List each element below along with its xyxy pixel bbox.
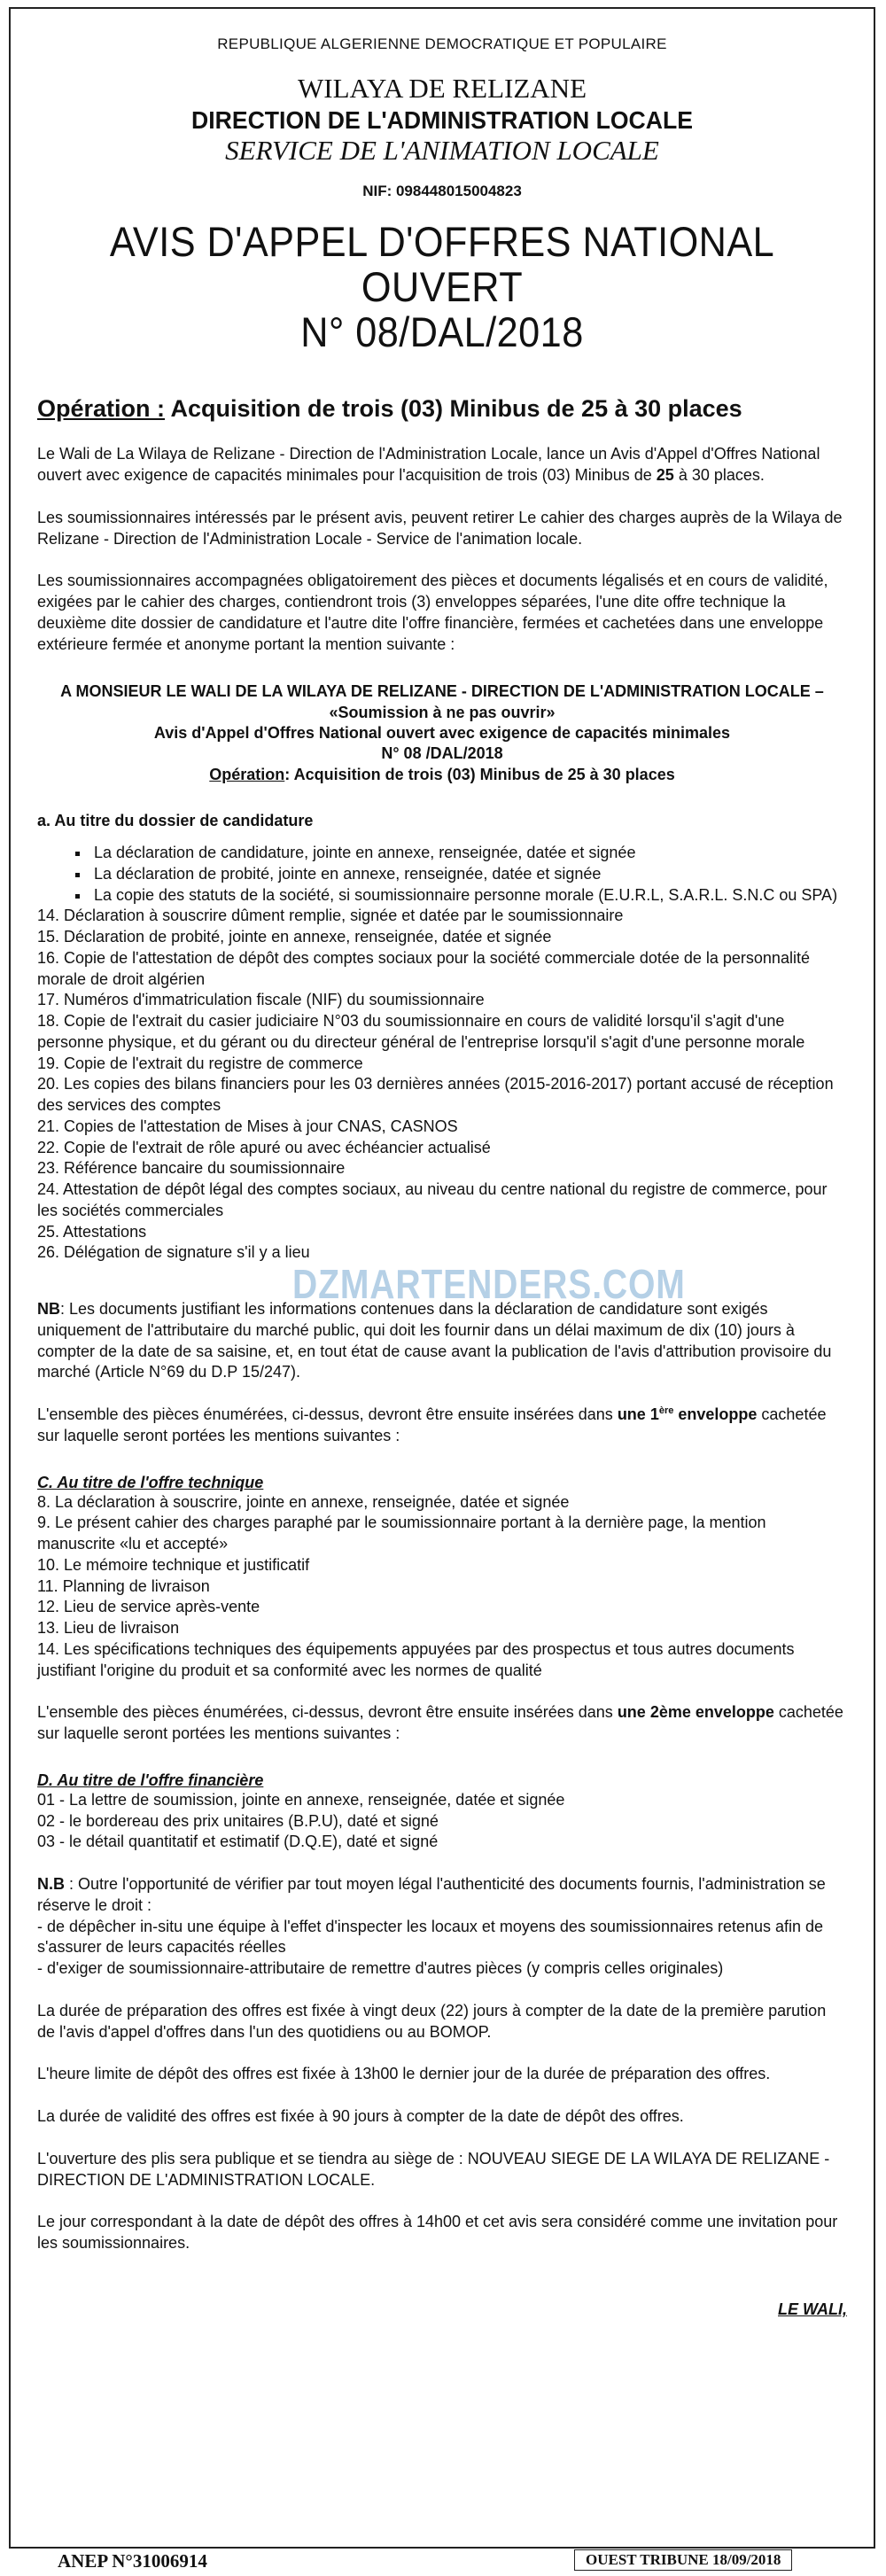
nb2-text: : Outre l'opportunité de vérifier par tout moyen légal l'authenticité des documents fournis, l'administration se réserve le droit : — [37, 1875, 826, 1914]
list-item: ▪ La copie des statuts de la société, si soumissionnaire personne morale (E.U.R.L, S.A.R.L. S.N.C ou SPA) — [90, 885, 847, 907]
envelope-mention — [37, 681, 847, 785]
nb-paragraph-1 — [37, 1299, 847, 1383]
republic-header: REPUBLIQUE ALGERIENNE DEMOCRATIQUE ET POPULAIRE — [217, 35, 667, 52]
nb-paragraph-2 — [37, 1874, 847, 1980]
envelope-1-paragraph — [37, 1405, 847, 1447]
closing-paragraph-4: L'ouverture des plis sera publique et se tiendra au siège de : NOUVEAU SIEGE DE LA WILAYA DE RELIZANE - DIRECTION DE L'ADMINISTRATION LOCALE. — [37, 2149, 830, 2189]
section-a-bullets — [37, 843, 847, 906]
publication-box: OUEST TRIBUNE 18/09/2018 — [574, 2549, 792, 2571]
list-item: 26. Délégation de signature s'il y a lieu — [37, 1243, 310, 1262]
list-item: 14. Les spécifications techniques des équipements appuyées par des prospectus et tous autres documents justifiant l'origine du produit et sa conformité avec les normes de qualité — [37, 1639, 795, 1679]
env2-b: une 2ème enveloppe — [617, 1703, 774, 1722]
operation-heading — [37, 395, 847, 423]
mention-line-1: A MONSIEUR LE WALI DE LA WILAYA DE RELIZANE - DIRECTION DE L'ADMINISTRATION LOCALE – — [60, 682, 824, 701]
section-d-items — [37, 1790, 847, 1853]
list-item: 03 - le détail quantitatif et estimatif (D.Q.E), daté et signé — [37, 1833, 439, 1851]
list-item: 11. Planning de livraison — [37, 1576, 210, 1595]
nb2-label: N.B — [37, 1875, 65, 1894]
nb2-line-3: - d'exiger de soumissionnaire-attributaire de remettre d'autres pièces (y compris celles originales) — [37, 1959, 724, 1978]
intro-p1-a: Le Wali de La Wilaya de Relizane - Direction de l'Administration Locale, lance un Avis d'Appel d'Offres National ouvert avec exigence de capacités minimales pour l'acquisition de trois (03) Minibus de — [37, 445, 820, 484]
anep-reference: ANEP N°31006914 — [58, 2550, 207, 2572]
section-c-title: C. Au titre de l'offre technique — [37, 1473, 264, 1491]
title-line-1: AVIS D'APPEL D'OFFRES NATIONAL OUVERT — [109, 218, 775, 310]
mention-line-4: N° 08 /DAL/2018 — [381, 744, 503, 763]
list-item: 9. Le présent cahier des charges paraphé par le soumissionnaire portant à la dernière page, la mention manuscrite «lu et accepté» — [37, 1514, 766, 1553]
closing-paragraph-1: La durée de préparation des offres est fixée à vingt deux (22) jours à compter de la date de la première parution de l'avis d'appel d'offres dans l'un des quotidiens ou au BOMOP. — [37, 2001, 827, 2041]
env1-sup: ère — [658, 1405, 674, 1417]
list-item: ▪ La déclaration de candidature, jointe en annexe, renseignée, datée et signée — [90, 843, 847, 864]
intro-paragraph-3: Les soumissionnaires accompagnées obligatoirement des pièces et documents légalisés et en cours de validité, exigées par le cahier des charges, contiendront trois (3) enveloppes séparées, l'une dite offre technique la deuxième dite dossier de candidature et l'autre dite l'offre financière, fermées et cachetées dans une enveloppe extérieure fermée et anonyme portant la mention suivante : — [37, 572, 828, 653]
mention-line-2: «Soumission à ne pas ouvrir» — [329, 703, 556, 721]
mention-line-5 — [37, 765, 847, 785]
document-body — [37, 9, 847, 2319]
env2-a: L'ensemble des pièces énumérées, ci-dessus, devront être ensuite insérées dans — [37, 1703, 618, 1722]
nb1-label: NB — [37, 1300, 60, 1319]
list-item: 24. Attestation de dépôt légal des comptes sociaux, au niveau du centre national du registre de commerce, pour les sociétés commerciales — [37, 1180, 828, 1219]
section-d-title: D. Au titre de l'offre financière — [37, 1771, 264, 1789]
list-item: 17. Numéros d'immatriculation fiscale (NIF) du soumissionnaire — [37, 991, 485, 1009]
list-item: 02 - le bordereau des prix unitaires (B.P.U), daté et signé — [37, 1811, 439, 1830]
nb2-line-1 — [37, 1874, 847, 1917]
intro-paragraph-2: Les soumissionnaires intéressés par le présent avis, peuvent retirer Le cahier des charges auprès de la Wilaya de Relizane - Direction de l'Administration Locale - Service de l'animation locale. — [37, 508, 843, 548]
list-item: 16. Copie de l'attestation de dépôt des comptes sociaux pour la société commerciale dotée de la personnalité morale de droit algérien — [37, 948, 810, 988]
list-item: 25. Attestations — [37, 1222, 147, 1241]
env2-d: cachetée sur laquelle seront portées les mentions suivantes : — [37, 1703, 843, 1743]
mention-operation-label: Opération — [209, 765, 285, 783]
section-c-items — [37, 1492, 847, 1682]
signature: LE WALI, — [778, 2300, 847, 2318]
mention-line-3: Avis d'Appel d'Offres National ouvert avec exigence de capacités minimales — [153, 724, 731, 743]
nb1-text: : Les documents justifiant les informations contenues dans la déclaration de candidature sont exigés uniquement de l'attributaire du marché public, qui doit les fournir dans un délai maximum de dix (10) jours à compter de la date de sa saisine, et, en tout état de cause avant la publication de l'avis d'attribution provisoire du marché (Article N°69 du D.P 15/247). — [37, 1300, 832, 1381]
closing-paragraph-3: La durée de validité des offres est fixée à 90 jours à compter de la date de dépôt des offres. — [37, 2107, 684, 2126]
service-name: SERVICE DE L'ANIMATION LOCALE — [225, 135, 659, 166]
operation-text: Acquisition de trois (03) Minibus de 25 à 30 places — [165, 395, 742, 423]
list-item: 21. Copies de l'attestation de Mises à jour CNAS, CASNOS — [37, 1117, 458, 1135]
operation-label: Opération : — [37, 395, 166, 423]
page-title — [70, 220, 815, 354]
list-item: 23. Référence bancaire du soumissionnaire — [37, 1159, 346, 1178]
list-item: 01 - La lettre de soumission, jointe en annexe, renseignée, datée et signée — [37, 1790, 565, 1809]
list-item: 19. Copie de l'extrait du registre de commerce — [37, 1054, 363, 1072]
list-item: 12. Lieu de service après-vente — [37, 1598, 260, 1616]
list-item: 18. Copie de l'extrait du casier judiciaire N°03 du soumissionnaire en cours de validité lorsqu'il s'agit d'une personne physique, et du gérant ou du directeur général de l'entreprise lorsqu'il s'agit d'une personne morale — [37, 1012, 805, 1051]
mention-operation-text: : Acquisition de trois (03) Minibus de 25 à 30 places — [284, 765, 675, 783]
closing-paragraph-5: Le jour correspondant à la date de dépôt des offres à 14h00 et cet avis sera considéré comme une invitation pour les soumissionnaires. — [37, 2213, 838, 2253]
wilaya-name: WILAYA DE RELIZANE — [297, 73, 587, 104]
env1-a: L'ensemble des pièces énumérées, ci-dessus, devront être ensuite insérées dans — [37, 1405, 618, 1424]
list-item: ▪ La déclaration de probité, jointe en annexe, renseignée, datée et signée — [90, 864, 847, 885]
list-item: 22. Copie de l'extrait de rôle apuré ou avec échéancier actualisé — [37, 1138, 491, 1156]
env1-b: une 1 — [617, 1405, 659, 1424]
list-item: 15. Déclaration de probité, jointe en annexe, renseignée, datée et signée — [37, 928, 552, 946]
nif-number: NIF: 098448015004823 — [362, 183, 522, 199]
watermark: DZMARTENDERS.COM — [292, 1261, 686, 1307]
envelope-2-paragraph — [37, 1702, 847, 1745]
intro-paragraph-1 — [37, 444, 847, 486]
intro-p1-b: 25 — [656, 466, 674, 484]
title-line-2: N° 08/DAL/2018 — [300, 307, 584, 355]
direction-name: DIRECTION DE L'ADMINISTRATION LOCALE — [191, 106, 693, 134]
intro-p1-c: à 30 places. — [673, 466, 765, 484]
list-item: 8. La déclaration à souscrire, jointe en annexe, renseignée, datée et signée — [37, 1492, 570, 1511]
list-item: 10. Le mémoire technique et justificatif — [37, 1555, 310, 1574]
env1-bold — [618, 1405, 758, 1423]
env1-d: cachetée sur laquelle seront portées les mentions suivantes : — [37, 1405, 827, 1444]
list-item: 20. Les copies des bilans financiers pour les 03 dernières années (2015-2016-2017) portant accusé de réception des services des comptes — [37, 1075, 834, 1115]
list-item: 13. Lieu de livraison — [37, 1619, 180, 1638]
nb2-line-2: - de dépêcher in-situ une équipe à l'effet d'inspecter les locaux et moyens des soumissionnaires retenus afin de s'assurer de leurs capacités réelles — [37, 1917, 824, 1957]
list-item: 14. Déclaration à souscrire dûment remplie, signée et datée par le soumissionnaire — [37, 907, 624, 925]
env1-c: enveloppe — [678, 1405, 758, 1424]
section-a-title: a. Au titre du dossier de candidature — [37, 812, 314, 830]
closing-paragraph-2: L'heure limite de dépôt des offres est fixée à 13h00 le dernier jour de la durée de préparation des offres. — [37, 2065, 771, 2083]
section-a-items — [37, 906, 847, 1264]
